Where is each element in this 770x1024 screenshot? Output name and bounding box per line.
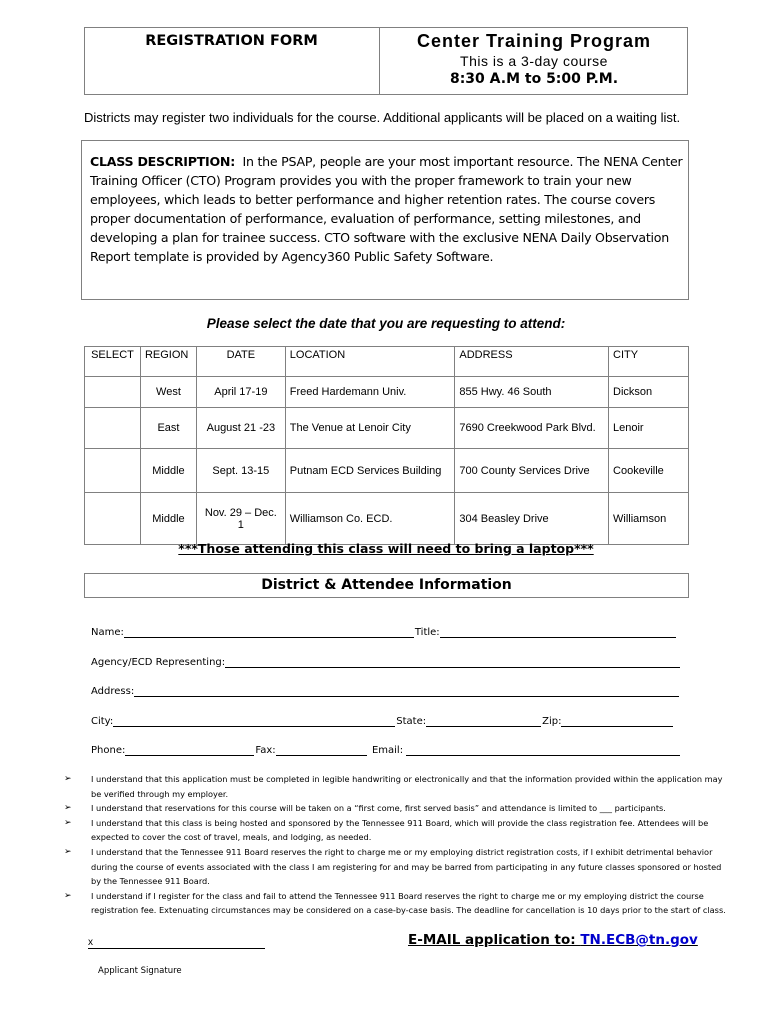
arrow-bullet-icon: ➢	[64, 846, 72, 857]
zip-label: Zip:	[542, 716, 562, 727]
date-cell: August 21 -23	[196, 408, 285, 449]
city-cell: Lenoir	[609, 408, 689, 449]
state-field[interactable]	[426, 716, 541, 727]
table-row	[85, 449, 689, 493]
col-header-address: ADDRESS	[455, 347, 609, 377]
city-field[interactable]	[113, 716, 395, 727]
table-row	[85, 377, 689, 408]
list-item	[64, 845, 728, 889]
location-cell: Putnam ECD Services Building	[285, 449, 455, 493]
email-address-link[interactable]: TN.ECB@tn.gov	[580, 932, 698, 948]
term-text: I understand that reservations for this course will be taken on a “first come, first served basis” and attendance is limited to ___ participants.	[91, 803, 666, 814]
name-label: Name:	[91, 627, 124, 638]
location-cell: The Venue at Lenoir City	[285, 408, 455, 449]
city-state-zip-row	[91, 716, 681, 727]
fax-field[interactable]	[276, 745, 367, 756]
term-text: I understand if I register for the class and fail to attend the Tennessee 911 Board reserves the right to charge me or my employing district the course registration fee. Extenuating circumstances may be considered on a case-by-case basis. The deadline for cancellation is 10 days prior to the start of class.	[91, 890, 726, 916]
col-header-region: REGION	[140, 347, 196, 377]
attendee-heading: District & Attendee Information	[261, 577, 512, 593]
email-field[interactable]	[406, 745, 680, 756]
col-header-location: LOCATION	[285, 347, 455, 377]
col-header-select: SELECT	[85, 347, 141, 377]
list-item	[64, 772, 728, 801]
class-description	[90, 152, 684, 266]
table-row	[85, 493, 689, 545]
title-label: Title:	[414, 627, 440, 638]
list-item	[64, 816, 728, 845]
email-application	[408, 932, 698, 948]
city-cell: Williamson	[609, 493, 689, 545]
course-time: 8:30 A.M to 5:00 P.M.	[449, 71, 619, 87]
name-title-row	[91, 627, 681, 638]
agency-field[interactable]	[225, 657, 680, 668]
signature-label: Applicant Signature	[98, 966, 182, 976]
term-text: I understand that the Tennessee 911 Board reserves the right to charge me or my employing district registration costs, if I exhibit detrimental behavior during the course of events associated with the class I am registering for and may be barred from participating in any future classes sponsored or hosted by the Tennessee 911 Board.	[91, 846, 722, 887]
class-description-text: In the PSAP, people are your most important resource. The NENA Center Training Officer (CTO) Program provides you with the proper framework to train your new employees, which leads to better performance and higher retention rates. The course covers proper documentation of performance, evaluation of performance, setting milestones, and developing a plan for trainee success. CTO software with the exclusive NENA Daily Observation Report template is provided by Agency360 Public Safety Software.	[90, 154, 683, 264]
select-cell[interactable]	[85, 493, 141, 545]
arrow-bullet-icon: ➢	[64, 774, 72, 784]
arrow-bullet-icon: ➢	[64, 803, 72, 814]
region-cell: Middle	[140, 449, 196, 493]
fax-label: Fax:	[255, 745, 276, 756]
arrow-bullet-icon: ➢	[64, 890, 72, 901]
phone-fax-email-row	[91, 745, 681, 756]
email-application-label: E-MAIL application to:	[408, 932, 581, 948]
phone-field[interactable]	[125, 745, 254, 756]
email-label: Email:	[371, 745, 404, 756]
class-description-label: CLASS DESCRIPTION:	[90, 154, 236, 169]
select-cell[interactable]	[85, 449, 141, 493]
phone-label: Phone:	[91, 745, 126, 756]
state-label: State:	[396, 716, 427, 727]
select-cell[interactable]	[85, 408, 141, 449]
address-cell: 7690 Creekwood Park Blvd.	[455, 408, 609, 449]
date-cell: Nov. 29 – Dec. 1	[196, 493, 285, 545]
address-row	[91, 686, 681, 697]
col-header-date: DATE	[196, 347, 285, 377]
location-cell: Williamson Co. ECD.	[285, 493, 455, 545]
program-title: Center Training Program	[416, 31, 652, 51]
zip-field[interactable]	[561, 716, 673, 727]
address-cell: 700 County Services Drive	[455, 449, 609, 493]
table-row	[85, 408, 689, 449]
list-item	[64, 889, 728, 918]
region-cell: Middle	[140, 493, 196, 545]
course-length: This is a 3-day course	[460, 53, 608, 69]
agency-label: Agency/ECD Representing:	[91, 657, 226, 668]
col-header-city: CITY	[609, 347, 689, 377]
list-item	[64, 801, 728, 816]
title-field[interactable]	[440, 627, 676, 638]
address-cell: 304 Beasley Drive	[455, 493, 609, 545]
select-cell[interactable]	[85, 377, 141, 408]
laptop-note: ***Those attending this class will need to bring a laptop***	[178, 541, 594, 556]
city-label: City:	[91, 716, 114, 727]
city-cell: Cookeville	[609, 449, 689, 493]
address-field[interactable]	[134, 686, 679, 697]
name-field[interactable]	[124, 627, 414, 638]
agency-row	[91, 657, 681, 668]
arrow-bullet-icon: ➢	[64, 817, 72, 828]
dates-table	[84, 346, 689, 545]
table-header-row	[85, 347, 689, 377]
date-cell: April 17-19	[196, 377, 285, 408]
date-cell: Sept. 13-15	[196, 449, 285, 493]
select-date-heading: Please select the date that you are requesting to attend:	[206, 316, 566, 331]
location-cell: Freed Hardemann Univ.	[285, 377, 455, 408]
address-label: Address:	[91, 686, 135, 697]
term-text: I understand that this class is being hosted and sponsored by the Tennessee 911 Board, which will provide the class registration fee. Attendees will be expected to cover the cost of travel, meals, and lodging, as needed.	[91, 817, 709, 843]
districts-note: Districts may register two individuals for the course. Additional applicants will be placed on a waiting list.	[84, 110, 681, 125]
region-cell: East	[140, 408, 196, 449]
terms-list	[64, 772, 728, 918]
term-text: I understand that this application must be completed in legible handwriting or electronically and that the information provided within the application may be verified through my employer.	[91, 774, 723, 799]
region-cell: West	[140, 377, 196, 408]
signature-x-mark: x	[88, 937, 93, 948]
signature-field[interactable]	[88, 937, 265, 949]
form-title: REGISTRATION FORM	[145, 33, 318, 49]
address-cell: 855 Hwy. 46 South	[455, 377, 609, 408]
city-cell: Dickson	[609, 377, 689, 408]
